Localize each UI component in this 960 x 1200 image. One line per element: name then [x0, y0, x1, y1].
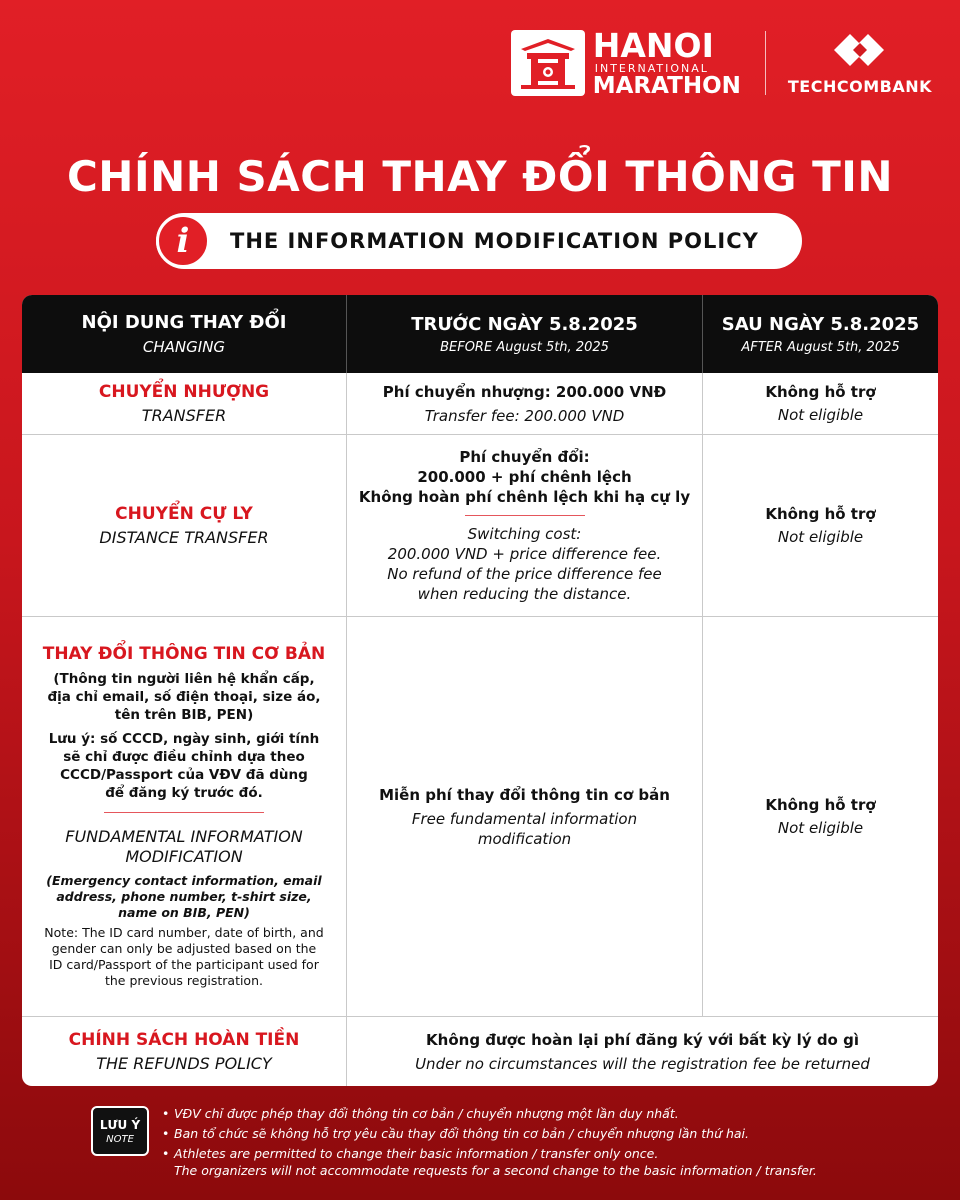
- list-item: • Ban tổ chức sẽ không hỗ trợ yêu cầu thay đổi thông tin cơ bản / chuyển nhượng lần thứ hai.: [162, 1125, 942, 1142]
- logo-divider: [765, 31, 766, 95]
- info-icon: i: [156, 214, 210, 268]
- note-badge: LƯU Ý NOTE: [91, 1106, 149, 1156]
- table-row-transfer: CHUYỂN NHƯỢNG TRANSFER Phí chuyển nhượng: 200.000 VNĐ Transfer fee: 200.000 VND Không hỗ trợ Not eligible: [22, 373, 938, 435]
- subtitle-text: THE INFORMATION MODIFICATION POLICY: [230, 229, 759, 253]
- logo-marathon-text: MARATHON: [592, 72, 741, 99]
- header-col-changing: NỘI DUNG THAY ĐỔI CHANGING: [22, 295, 347, 373]
- table-row-refund: CHÍNH SÁCH HOÀN TIỀN THE REFUNDS POLICY Không được hoàn lại phí đăng ký với bất kỳ lý do gì Under no circumstances will the registration fee be returned: [22, 1017, 938, 1086]
- techcombank-diamond-icon: [832, 31, 888, 69]
- table-header-row: [22, 295, 938, 373]
- row-label: TRANSFER: [141, 406, 227, 425]
- logo-international-text: INTERNATIONAL: [594, 61, 709, 75]
- list-item: • Athletes are permitted to change their basic information / transfer only once.: [162, 1145, 942, 1162]
- table-row-distance: CHUYỂN CỰ LY DISTANCE TRANSFER Phí chuyển đổi: 200.000 + phí chênh lệch Không hoàn phí chênh lệch khi hạ cự ly Switching cost: 200.000 VND + price difference fee. No refund of the price difference fee when reducing the distance. Không hỗ trợ Not eligible: [22, 435, 938, 617]
- subtitle-pill: [156, 213, 802, 269]
- hanoi-marathon-logo: [511, 25, 741, 99]
- header-col-after: SAU NGÀY 5.8.2025 AFTER August 5th, 2025: [721, 313, 920, 355]
- header-logos: [511, 25, 932, 99]
- row-title: CHÍNH SÁCH HOÀN TIỀN: [68, 1030, 300, 1050]
- row-title: CHUYỂN NHƯỢNG: [98, 382, 270, 402]
- notes-list: [162, 1105, 942, 1182]
- row-label: DISTANCE TRANSFER: [99, 528, 269, 547]
- policy-table: [22, 295, 938, 1086]
- row-title: CHUYỂN CỰ LY: [115, 504, 253, 524]
- list-item: • VĐV chỉ được phép thay đổi thông tin cơ bản / chuyển nhượng một lần duy nhất.: [162, 1105, 942, 1122]
- logo-hanoi-text: HANOI: [592, 25, 714, 65]
- page-title: CHÍNH SÁCH THAY ĐỔI THÔNG TIN: [66, 152, 893, 201]
- row-title: THAY ĐỔI THÔNG TIN CƠ BẢN: [42, 644, 326, 664]
- techcombank-text: TECHCOMBANK: [787, 76, 932, 96]
- list-item: The organizers will not accommodate requests for a second change to the basic information / transfer.: [174, 1163, 817, 1178]
- divider: [104, 812, 264, 813]
- header-col-before: TRƯỚC NGÀY 5.8.2025 BEFORE August 5th, 2025: [347, 295, 703, 373]
- techcombank-logo: [788, 31, 932, 96]
- divider: [465, 515, 585, 516]
- temple-icon: [511, 30, 585, 96]
- row-label: THE REFUNDS POLICY: [96, 1054, 272, 1073]
- table-row-basic-info: THAY ĐỔI THÔNG TIN CƠ BẢN (Thông tin người liên hệ khẩn cấp, địa chỉ email, số điện thoại, size áo, tên trên BIB, PEN) Lưu ý: số CCCD, ngày sinh, giới tính sẽ chỉ được điều chỉnh dựa theo CCCD/Passport của VĐV đã dùng để đăng ký trước đó. FUNDAMENTAL INFORMATION MODIFICATION (Emergency contact information, email address, phone number, t-shirt size, name on BIB, PEN) Note: The ID card number, date of birth, and gender can only be adjusted based on the ID card/Passport of the participant used for the previous registration. Miễn phí thay đổi thông tin cơ bản Free fundamental information modification Không hỗ trợ Not eligible: [22, 617, 938, 1017]
